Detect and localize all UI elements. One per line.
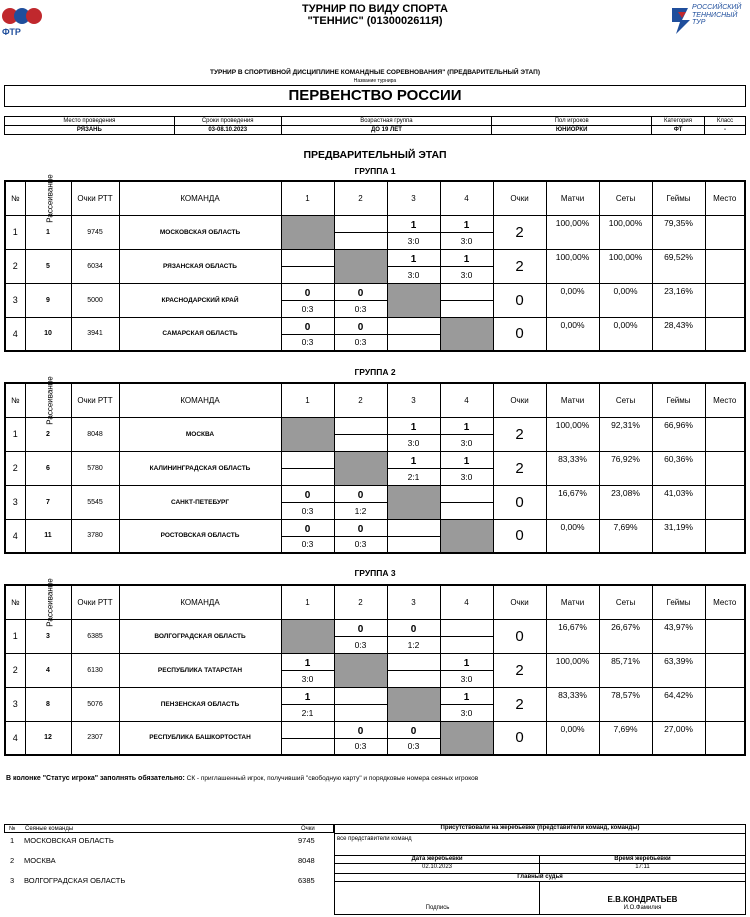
group-title: ГРУППА 2 bbox=[354, 367, 396, 377]
table-row: 2 4 6130 РЕСПУБЛИКА ТАТАРСТАН 1 3:0 1 3:0 2 100,00% 85,71% 63,39% bbox=[5, 653, 745, 687]
group-title: ГРУППА 1 bbox=[354, 166, 396, 176]
table-row: 2 6 5780 КАЛИНИНГРАДСКАЯ ОБЛАСТЬ 1 2:1 1 3:0 2 83,33% 76,92% 60,36% bbox=[5, 451, 745, 485]
col-team: КОМАНДА bbox=[119, 383, 281, 417]
match-result: 1 2:1 bbox=[281, 687, 334, 721]
match-result bbox=[334, 687, 387, 721]
match-result: 1 3:0 bbox=[440, 215, 493, 249]
col-team: КОМАНДА bbox=[119, 585, 281, 619]
match-result: 1 3:0 bbox=[387, 249, 440, 283]
match-result bbox=[281, 249, 334, 283]
col-rank: Рассеивание bbox=[25, 181, 71, 215]
table-row: 2 5 6034 РЯЗАНСКАЯ ОБЛАСТЬ 1 3:0 1 3:0 2 100,00% 100,00% 69,52% bbox=[5, 249, 745, 283]
match-result: 0 0:3 bbox=[281, 485, 334, 519]
ftr-logo: ФТР bbox=[0, 4, 60, 40]
table-row: 3 8 5076 ПЕНЗЕНСКАЯ ОБЛАСТЬ 1 2:1 1 3:0 2 83,33% 78,57% 64,42% bbox=[5, 687, 745, 721]
table-row: 1 2 8048 МОСКВА 1 3:0 1 3:0 2 100,00% 92,31% 66,96% bbox=[5, 417, 745, 451]
col-rtt: Очки РТТ bbox=[71, 383, 119, 417]
match-result: 0 0:3 bbox=[281, 283, 334, 317]
match-result: 1 3:0 bbox=[440, 417, 493, 451]
note: В колонке "Статус игрока" заполнять обязательно: СК - приглашенный игрок, получивший "свободную карту" и порядковые номера сеяных игроков bbox=[6, 775, 479, 782]
match-result bbox=[387, 519, 440, 553]
team-name: РЕСПУБЛИКА ТАТАРСТАН bbox=[119, 653, 281, 687]
col-no: № bbox=[5, 181, 25, 215]
col-rtt: Очки РТТ bbox=[71, 585, 119, 619]
match-result bbox=[440, 485, 493, 519]
match-result: 1 3:0 bbox=[440, 249, 493, 283]
team-name: САНКТ-ПЕТЕБУРГ bbox=[119, 485, 281, 519]
table-row: 4 12 2307 РЕСПУБЛИКА БАШКОРТОСТАН 0 0:3 0 0:3 0 0,00% 7,69% 27,00% bbox=[5, 721, 745, 755]
match-result: 0 1:2 bbox=[334, 485, 387, 519]
match-result: 1 3:0 bbox=[387, 417, 440, 451]
match-result bbox=[387, 317, 440, 351]
table-row: 1 1 9745 МОСКОВСКАЯ ОБЛАСТЬ 1 3:0 1 3:0 2 100,00% 100,00% 79,35% bbox=[5, 215, 745, 249]
self-cell bbox=[281, 215, 334, 249]
match-result: 0 0:3 bbox=[387, 721, 440, 755]
match-result bbox=[440, 619, 493, 653]
match-result: 0 1:2 bbox=[387, 619, 440, 653]
col-no: № bbox=[5, 585, 25, 619]
stage-title: ПРЕДВАРИТЕЛЬНЫЙ ЭТАП bbox=[303, 149, 447, 161]
self-cell bbox=[334, 653, 387, 687]
table-row: 4 10 3941 САМАРСКАЯ ОБЛАСТЬ 0 0:3 0 0:3 0 0,00% 0,00% 28,43% bbox=[5, 317, 745, 351]
draw-box: Присутствовали на жеребьевке (представители команд, команды) все представители команд Дата жеребьевки Время жеребьевки 02.10.2023 17:11 Главный судья Подпись Е.В.КОНДРАТЬЕВ И.О.Фамилия bbox=[334, 824, 746, 915]
table-row: 3 7 5545 САНКТ-ПЕТЕБУРГ 0 0:3 0 1:2 0 16,67% 23,08% 41,03% bbox=[5, 485, 745, 519]
col-no: № bbox=[5, 383, 25, 417]
self-cell bbox=[440, 519, 493, 553]
col-rank: Рассеивание bbox=[25, 585, 71, 619]
discipline: ТУРНИР В СПОРТИВНОЙ ДИСЦИПЛИНЕ КОМАНДНЫЕ СОРЕВНОВАНИЯ" (ПРЕДВАРИТЕЛЬНЫЙ ЭТАП) bbox=[209, 69, 540, 76]
self-cell bbox=[334, 451, 387, 485]
team-name: МОСКВА bbox=[119, 417, 281, 451]
table-row: 1 3 6385 ВОЛГОГРАДСКАЯ ОБЛАСТЬ 0 0:3 0 1:2 0 16,67% 26,67% 43,97% bbox=[5, 619, 745, 653]
rtt-logo: РОССИЙСКИЙ ТЕННИСНЫЙ ТУР bbox=[668, 2, 748, 38]
match-result bbox=[334, 215, 387, 249]
match-result bbox=[387, 653, 440, 687]
match-result: 1 3:0 bbox=[440, 451, 493, 485]
group-title: ГРУППА 3 bbox=[354, 568, 396, 578]
self-cell bbox=[387, 687, 440, 721]
group-table: № Рассеивание Очки РТТ КОМАНДА 1 2 3 4 Очки Матчи Сеты Геймы Место 1 3 6385 ВОЛГОГРАДСКАЯ ОБЛАСТЬ 0 0:3 0 1:2 0 16,67% 26,67% 43,97% 2 4 6130 РЕСПУБЛИКА ТАТАРСТАН 1 3:0 1 3:0 2 100,00% 85,71% 63,39% 3 8 5076 ПЕНЗЕНСКАЯ ОБЛАСТЬ 1 2:1 1 3:0 2 83,33% 78,57% 64,42% 4 12 2307 РЕСПУБЛИКА БАШКОРТОСТАН 0 0:3 0 0:3 0 0,00% 7,69% 27,00% bbox=[4, 584, 746, 756]
team-name: ПЕНЗЕНСКАЯ ОБЛАСТЬ bbox=[119, 687, 281, 721]
match-result bbox=[440, 283, 493, 317]
table-row: 4 11 3780 РОСТОВСКАЯ ОБЛАСТЬ 0 0:3 0 0:3 0 0,00% 7,69% 31,19% bbox=[5, 519, 745, 553]
self-cell bbox=[281, 417, 334, 451]
self-cell bbox=[440, 721, 493, 755]
match-result: 1 3:0 bbox=[440, 653, 493, 687]
tournament-name: ПЕРВЕНСТВО РОССИИ bbox=[4, 85, 746, 107]
self-cell bbox=[440, 317, 493, 351]
match-result: 0 0:3 bbox=[334, 721, 387, 755]
self-cell bbox=[281, 619, 334, 653]
match-result: 0 0:3 bbox=[334, 619, 387, 653]
col-rank: Рассеивание bbox=[25, 383, 71, 417]
self-cell bbox=[387, 485, 440, 519]
match-result bbox=[281, 721, 334, 755]
group-table: № Рассеивание Очки РТТ КОМАНДА 1 2 3 4 Очки Матчи Сеты Геймы Место 1 1 9745 МОСКОВСКАЯ ОБЛАСТЬ 1 3:0 1 3:0 2 100,00% 100,00% 79,35% 2 5 6034 РЯЗАНСКАЯ ОБЛАСТЬ 1 3:0 1 3:0 2 100,00% 100,00% 69,52% 3 9 5000 КРАСНОДАРСКИЙ КРАЙ 0 0:3 0 0:3 0 0,00% 0,00% 23,16% 4 10 3941 САМАРСКАЯ ОБЛАСТЬ 0 0:3 0 0:3 0 0,00% 0,00% 28,43% bbox=[4, 180, 746, 352]
match-result: 0 0:3 bbox=[334, 317, 387, 351]
match-result: 0 0:3 bbox=[281, 519, 334, 553]
team-name: МОСКОВСКАЯ ОБЛАСТЬ bbox=[119, 215, 281, 249]
match-result: 1 3:0 bbox=[440, 687, 493, 721]
team-name: САМАРСКАЯ ОБЛАСТЬ bbox=[119, 317, 281, 351]
match-result: 0 0:3 bbox=[334, 519, 387, 553]
team-name: РЕСПУБЛИКА БАШКОРТОСТАН bbox=[119, 721, 281, 755]
info-table: Место проведения Сроки проведения Возрастная группа Пол игроков Категория Класс РЯЗАНЬ 03-08.10.2023 ДО 19 ЛЕТ ЮНИОРКИ ФТ - bbox=[4, 116, 746, 135]
match-result: 1 3:0 bbox=[387, 215, 440, 249]
page-title: ТУРНИР ПО ВИДУ СПОРТА "ТЕННИС" (0130002611Я) bbox=[302, 3, 448, 27]
match-result: 1 2:1 bbox=[387, 451, 440, 485]
seeded-header: № Сеяные команды Очки bbox=[4, 824, 334, 833]
group-table: № Рассеивание Очки РТТ КОМАНДА 1 2 3 4 Очки Матчи Сеты Геймы Место 1 2 8048 МОСКВА 1 3:0 1 3:0 2 100,00% 92,31% 66,96% 2 6 5780 КАЛИНИНГРАДСКАЯ ОБЛАСТЬ 1 2:1 1 3:0 2 83,33% 76,92% 60,36% 3 7 5545 САНКТ-ПЕТЕБУРГ 0 0:3 0 1:2 0 16,67% 23,08% 41,03% 4 11 3780 РОСТОВСКАЯ ОБЛАСТЬ 0 0:3 0 0:3 0 0,00% 7,69% 31,19% bbox=[4, 382, 746, 554]
team-name: РОСТОВСКАЯ ОБЛАСТЬ bbox=[119, 519, 281, 553]
self-cell bbox=[387, 283, 440, 317]
self-cell bbox=[334, 249, 387, 283]
col-rtt: Очки РТТ bbox=[71, 181, 119, 215]
name-caption: Название турнира bbox=[353, 78, 397, 84]
table-row: 3 9 5000 КРАСНОДАРСКИЙ КРАЙ 0 0:3 0 0:3 0 0,00% 0,00% 23,16% bbox=[5, 283, 745, 317]
team-name: ВОЛГОГРАДСКАЯ ОБЛАСТЬ bbox=[119, 619, 281, 653]
match-result: 1 3:0 bbox=[281, 653, 334, 687]
team-name: КРАСНОДАРСКИЙ КРАЙ bbox=[119, 283, 281, 317]
match-result: 0 0:3 bbox=[281, 317, 334, 351]
col-team: КОМАНДА bbox=[119, 181, 281, 215]
team-name: РЯЗАНСКАЯ ОБЛАСТЬ bbox=[119, 249, 281, 283]
match-result bbox=[281, 451, 334, 485]
team-name: КАЛИНИНГРАДСКАЯ ОБЛАСТЬ bbox=[119, 451, 281, 485]
match-result bbox=[334, 417, 387, 451]
match-result: 0 0:3 bbox=[334, 283, 387, 317]
